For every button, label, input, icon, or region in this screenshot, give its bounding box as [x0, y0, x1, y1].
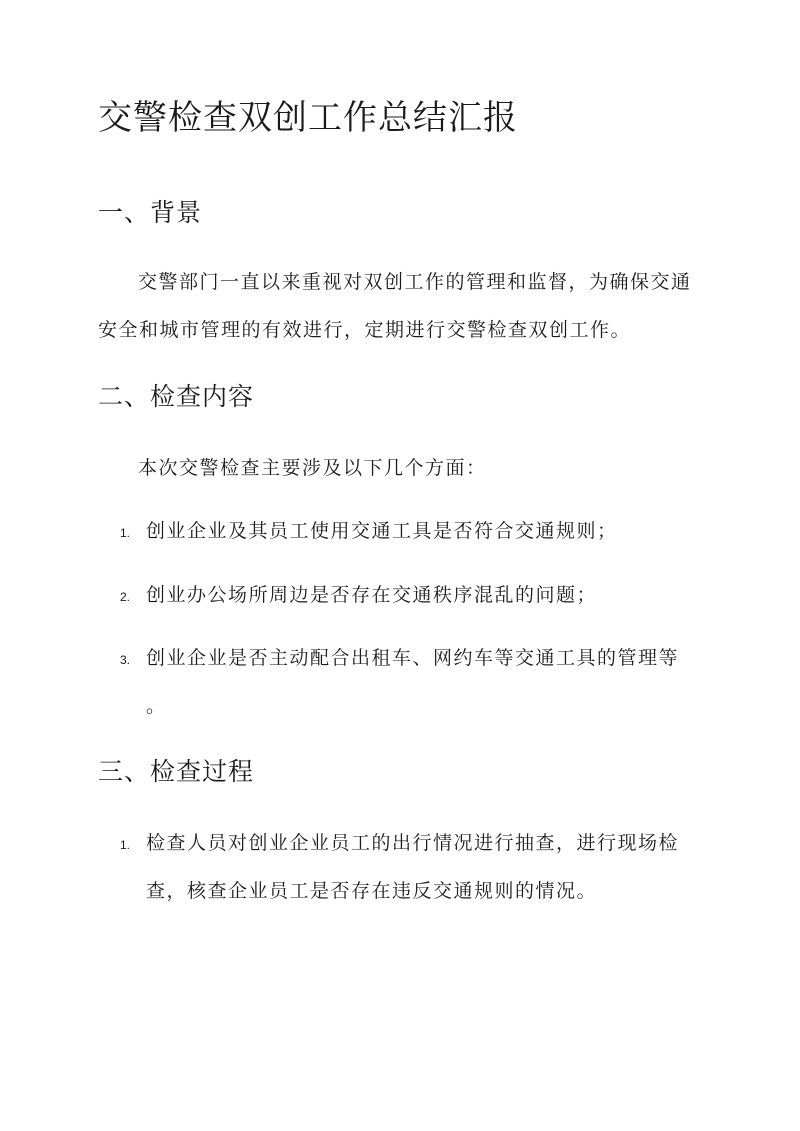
section-heading-inspection-content: 二、检查内容 [98, 382, 255, 411]
list-item-number: 2. [120, 590, 131, 604]
inspection-content-intro: 本次交警检查主要涉及以下几个方面： [138, 457, 487, 479]
list-item-number: 1. [120, 526, 131, 540]
section-heading-background: 一、背景 [98, 198, 203, 227]
list-item-text-continuation: 。 [146, 695, 167, 717]
list-item-text: 创业企业是否主动配合出租车、网约车等交通工具的管理等 [146, 647, 680, 669]
list-item-number: 3. [120, 653, 131, 667]
background-paragraph: 交警部门一直以来重视对双创工作的管理和监督，为确保交通安全和城市管理的有效进行，定期进行交警检查双创工作。 [98, 271, 692, 341]
list-item-text: 创业企业及其员工使用交通工具是否符合交通规则； [146, 520, 618, 542]
document-title: 交警检查双创工作总结汇报 [98, 98, 518, 138]
section-heading-inspection-process: 三、检查过程 [98, 757, 255, 786]
list-item-text: 创业办公场所周边是否存在交通秩序混乱的问题； [146, 584, 598, 606]
list-item-text: 检查人员对创业企业员工的出行情况进行抽查，进行现场检 [146, 832, 680, 854]
list-item-number: 1. [120, 838, 131, 852]
list-item-text-continuation: 查，核查企业员工是否存在违反交通规则的情况。 [146, 880, 598, 902]
